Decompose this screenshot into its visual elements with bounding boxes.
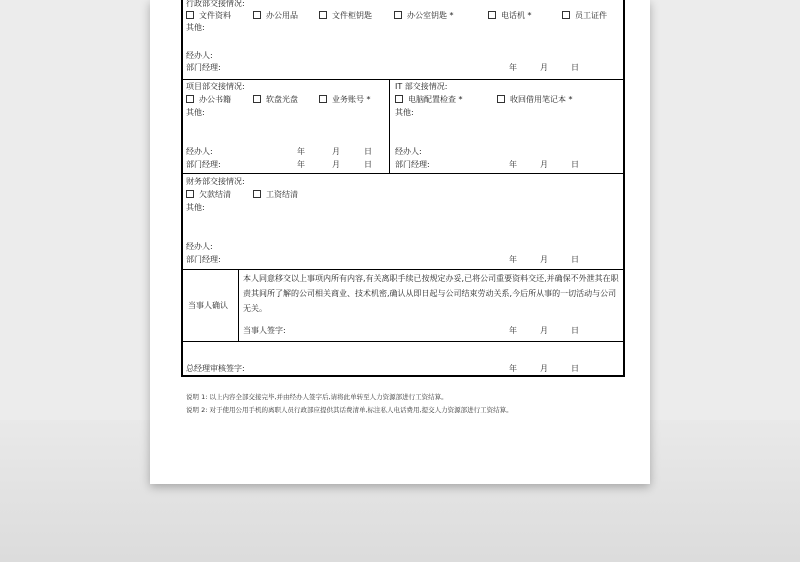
date-year: 年 bbox=[297, 160, 305, 169]
checkbox[interactable] bbox=[253, 95, 261, 103]
date-day: 日 bbox=[364, 160, 372, 169]
project-manager-label: 部门经理: bbox=[186, 160, 221, 169]
date-month: 月 bbox=[540, 326, 548, 335]
checkbox[interactable] bbox=[394, 11, 402, 19]
admin-item[interactable]: 电话机 * bbox=[488, 11, 532, 21]
date-month: 月 bbox=[332, 160, 340, 169]
finance-item[interactable]: 欠款结清 bbox=[186, 190, 231, 200]
confirm-statement: 本人同意移交以上事项内所有内容,有关离职手续已按规定办妥,已将公司重要资料交还,并确保不外泄其在职责其间所了解的公司相关商业、技术机密,确认从即日起与公司结束劳动关系,今后所从事的一切活动与公司无关。 bbox=[243, 274, 619, 313]
admin-item[interactable]: 文件柜钥匙 bbox=[319, 11, 372, 21]
date-year: 年 bbox=[297, 147, 305, 156]
admin-other-label: 其他: bbox=[186, 23, 205, 32]
it-item[interactable]: 收回借用笔记本 * bbox=[497, 95, 573, 105]
checkbox[interactable] bbox=[253, 11, 261, 19]
checkbox[interactable] bbox=[186, 190, 194, 198]
it-other-label: 其他: bbox=[395, 108, 414, 117]
project-section-title: 项目部交接情况: bbox=[186, 82, 245, 91]
row-divider bbox=[181, 79, 625, 80]
date-month: 月 bbox=[540, 255, 548, 264]
col-divider bbox=[238, 269, 239, 341]
finance-other-label: 其他: bbox=[186, 203, 205, 212]
date-year: 年 bbox=[509, 63, 517, 72]
date-year: 年 bbox=[509, 160, 517, 169]
date-year: 年 bbox=[509, 255, 517, 264]
confirm-label: 当事人确认 bbox=[188, 301, 228, 310]
date-month: 月 bbox=[332, 147, 340, 156]
note-line: 说明 1: 以上内容全部交接完毕,并由经办人签字后,请将此单转至人力资源部进行工资结算。 bbox=[186, 393, 448, 401]
date-month: 月 bbox=[540, 364, 548, 373]
finance-item[interactable]: 工资结清 bbox=[253, 190, 298, 200]
project-item[interactable]: 业务账号 * bbox=[319, 95, 371, 105]
handover-form-table bbox=[181, 0, 625, 377]
checkbox[interactable] bbox=[319, 95, 327, 103]
date-month: 月 bbox=[540, 63, 548, 72]
project-item[interactable]: 软盘光盘 bbox=[253, 95, 298, 105]
date-month: 月 bbox=[540, 160, 548, 169]
row-divider bbox=[181, 269, 625, 270]
admin-item[interactable]: 文件资料 bbox=[186, 11, 231, 21]
finance-handler-label: 经办人: bbox=[186, 242, 213, 251]
row-divider bbox=[181, 341, 625, 342]
row-divider bbox=[181, 173, 625, 174]
checkbox[interactable] bbox=[488, 11, 496, 19]
date-year: 年 bbox=[509, 364, 517, 373]
col-divider bbox=[389, 79, 390, 173]
confirm-signature-label: 当事人签字: bbox=[243, 326, 286, 335]
checkbox[interactable] bbox=[186, 95, 194, 103]
date-day: 日 bbox=[571, 160, 579, 169]
note-line: 说明 2: 对于使用公用手机的离职人员行政部应提供其话费清单,标注私人电话费用,提交人力资源部进行工资结算。 bbox=[186, 406, 513, 414]
date-day: 日 bbox=[571, 255, 579, 264]
checkbox[interactable] bbox=[395, 95, 403, 103]
checkbox[interactable] bbox=[186, 11, 194, 19]
it-section-title: IT 部交接情况: bbox=[395, 82, 448, 91]
date-day: 日 bbox=[364, 147, 372, 156]
checkbox[interactable] bbox=[253, 190, 261, 198]
gm-signature-label: 总经理审核签字: bbox=[186, 364, 245, 373]
admin-manager-label: 部门经理: bbox=[186, 63, 221, 72]
date-year: 年 bbox=[509, 326, 517, 335]
admin-handler-label: 经办人: bbox=[186, 51, 213, 60]
finance-section-title: 财务部交接情况: bbox=[186, 177, 245, 186]
checkbox[interactable] bbox=[562, 11, 570, 19]
project-other-label: 其他: bbox=[186, 108, 205, 117]
admin-section-title: 行政部交接情况: bbox=[186, 0, 245, 8]
project-item[interactable]: 办公书籍 bbox=[186, 95, 231, 105]
admin-item[interactable]: 办公用品 bbox=[253, 11, 298, 21]
date-day: 日 bbox=[571, 63, 579, 72]
checkbox[interactable] bbox=[319, 11, 327, 19]
checkbox[interactable] bbox=[497, 95, 505, 103]
it-item[interactable]: 电脑配置检查 * bbox=[395, 95, 463, 105]
finance-manager-label: 部门经理: bbox=[186, 255, 221, 264]
date-day: 日 bbox=[571, 364, 579, 373]
project-handler-label: 经办人: bbox=[186, 147, 213, 156]
it-manager-label: 部门经理: bbox=[395, 160, 430, 169]
date-day: 日 bbox=[571, 326, 579, 335]
it-handler-label: 经办人: bbox=[395, 147, 422, 156]
admin-item[interactable]: 办公室钥匙 * bbox=[394, 11, 454, 21]
admin-item[interactable]: 员工证件 bbox=[562, 11, 607, 21]
